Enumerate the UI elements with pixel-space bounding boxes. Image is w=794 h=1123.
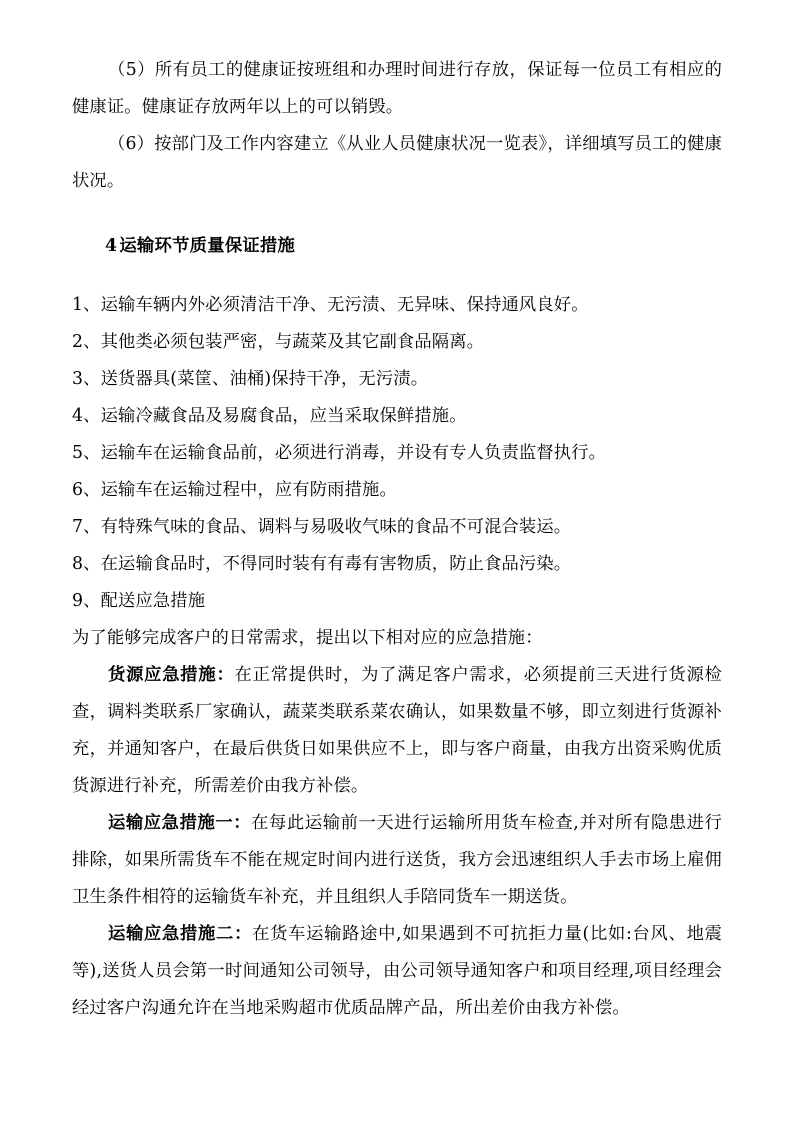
paragraph-item-6: （6）按部门及工作内容建立《从业人员健康状况一览表》，详细填写员工的健康状况。: [72, 134, 722, 191]
emergency-measure-label: 运输应急措施一：: [108, 813, 252, 833]
emergency-measure-label: 货源应急措施：: [108, 665, 235, 685]
list-item-text: 运输车在运输过程中，应有防雨措施。: [100, 480, 397, 500]
list-item-text: 配送应急措施: [100, 591, 206, 611]
list-item: [72, 546, 722, 583]
list-item-text: 在运输食品时，不得同时装有有毒有害物质，防止食品污染。: [100, 554, 572, 574]
spacer-before-heading: [72, 200, 722, 228]
spacer-after-heading: [72, 265, 722, 287]
list-item-marker: 2、: [72, 332, 101, 352]
list-item-text: 运输冷藏食品及易腐食品，应当采取保鲜措施。: [100, 406, 467, 426]
list-item-marker: 7、: [72, 517, 101, 537]
section-heading-title: 运输环节质量保证措施: [119, 236, 296, 256]
list-item-text: 运输车辆内外必须清洁干净、无污渍、无异味、保持通风良好。: [100, 295, 589, 315]
list-item-marker: 3、: [72, 369, 101, 389]
list-item-marker: 8、: [72, 554, 101, 574]
section-heading-number: 4: [105, 236, 118, 256]
list-item-marker: 6、: [72, 480, 101, 500]
list-item-marker: 1、: [72, 295, 101, 315]
emergency-measure-transport-2: [72, 916, 722, 1027]
emergency-measure-text: 在每此运输前一天进行运输所用货车检查,并对所有隐患进行排除，如果所需货车不能在规定时间内进行送货，我方会迅速组织人手去市场上雇佣卫生条件相符的运输货车补充，并且组织人手陪同货车一期送货。: [72, 813, 723, 907]
emergency-measure-label: 运输应急措施二：: [108, 924, 253, 944]
emergency-measure-text: 在正常提供时，为了满足客户需求，必须提前三天进行货源检查，调料类联系厂家确认，蔬菜类联系菜农确认，如果数量不够，即立刻进行货源补充，并通知客户，在最后供货日如果供应不上，即与客户商量，由我方出资采购优质货源进行补充，所需差价由我方补偿。: [72, 665, 722, 796]
emergency-measure-supply: [72, 657, 722, 805]
page-body: [72, 52, 722, 1027]
list-item-marker: 4、: [72, 406, 101, 426]
list-item: [72, 435, 722, 472]
list-item: [72, 509, 722, 546]
emergency-measure-text: 在货车运输路途中,如果遇到不可抗拒力量(比如:台风、地震等),送货人员会第一时间通知公司领导，由公司领导通知客户和项目经理,项目经理会经过客户沟通允许在当地采购超市优质品牌产品，所出差价由我方补偿。: [72, 924, 723, 1018]
emergency-lead-paragraph: 为了能够完成客户的日常需求，提出以下相对应的应急措施：: [72, 628, 543, 648]
list-item: [72, 398, 722, 435]
emergency-measure-transport-1: [72, 805, 722, 916]
list-item-marker: 9、: [72, 591, 101, 611]
section-heading: [72, 228, 722, 265]
transport-requirements-list: [72, 287, 722, 620]
list-item-text: 其他类必须包装严密，与蔬菜及其它副食品隔离。: [100, 332, 485, 352]
list-item: [72, 287, 722, 324]
list-item-text: 送货器具(菜筐、油桶)保持干净，无污渍。: [100, 369, 429, 389]
list-item: [72, 472, 722, 509]
list-item: [72, 361, 722, 398]
paragraph-item-5: （5）所有员工的健康证按班组和办理时间进行存放，保证每一位员工有相应的健康证。健康证存放两年以上的可以销毁。: [72, 60, 722, 117]
list-item: [72, 583, 722, 620]
list-item: [72, 324, 722, 361]
list-item-marker: 5、: [72, 443, 101, 463]
list-item-text: 运输车在运输食品前，必须进行消毒，并设有专人负责监督执行。: [100, 443, 607, 463]
list-item-text: 有特殊气味的食品、调料与易吸收气味的食品不可混合装运。: [100, 517, 572, 537]
